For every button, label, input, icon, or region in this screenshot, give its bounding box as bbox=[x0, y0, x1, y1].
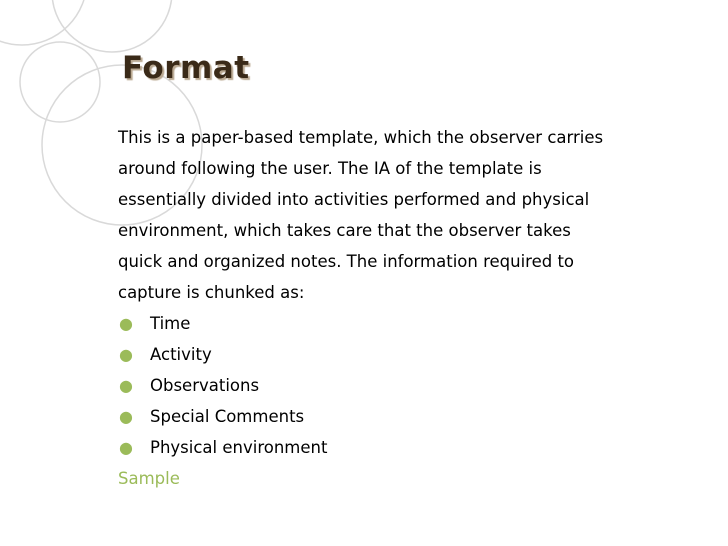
bullet-label: Special Comments bbox=[150, 407, 305, 426]
bullet-dot-icon: ● bbox=[119, 438, 133, 457]
bullet-label: Activity bbox=[150, 345, 212, 364]
slide-title: Format bbox=[122, 50, 250, 86]
intro-paragraph bbox=[118, 122, 718, 308]
bullet-dot-icon: ● bbox=[119, 407, 133, 426]
intro-line: environment, which takes care that the observer takes bbox=[118, 221, 571, 240]
bullet-dot-icon: ● bbox=[119, 376, 133, 395]
bullet-item-observations bbox=[118, 370, 718, 401]
bullet-label: Physical environment bbox=[150, 438, 328, 457]
ring-small bbox=[20, 42, 100, 122]
bullet-item-activity bbox=[118, 339, 718, 370]
bullet-item-special-comments bbox=[118, 401, 718, 432]
bullet-item-physical-environment bbox=[118, 432, 718, 463]
intro-line: This is a paper-based template, which the observer carries bbox=[118, 128, 604, 147]
bullet-item-time bbox=[118, 308, 718, 339]
intro-line: essentially divided into activities performed and physical bbox=[118, 190, 590, 209]
bullet-list bbox=[118, 308, 718, 463]
bullet-dot-icon: ● bbox=[119, 345, 133, 364]
ring-medium bbox=[52, 0, 172, 52]
slide-body bbox=[118, 122, 718, 494]
intro-line: quick and organized notes. The information required to bbox=[118, 252, 575, 271]
ring-large bbox=[0, 0, 87, 45]
intro-line: capture is chunked as: bbox=[118, 283, 305, 302]
intro-line: around following the user. The IA of the template is bbox=[118, 159, 542, 178]
sample-link[interactable]: Sample bbox=[118, 469, 180, 488]
bullet-dot-icon: ● bbox=[119, 314, 133, 333]
bullet-label: Observations bbox=[150, 376, 260, 395]
bullet-label: Time bbox=[150, 314, 191, 333]
